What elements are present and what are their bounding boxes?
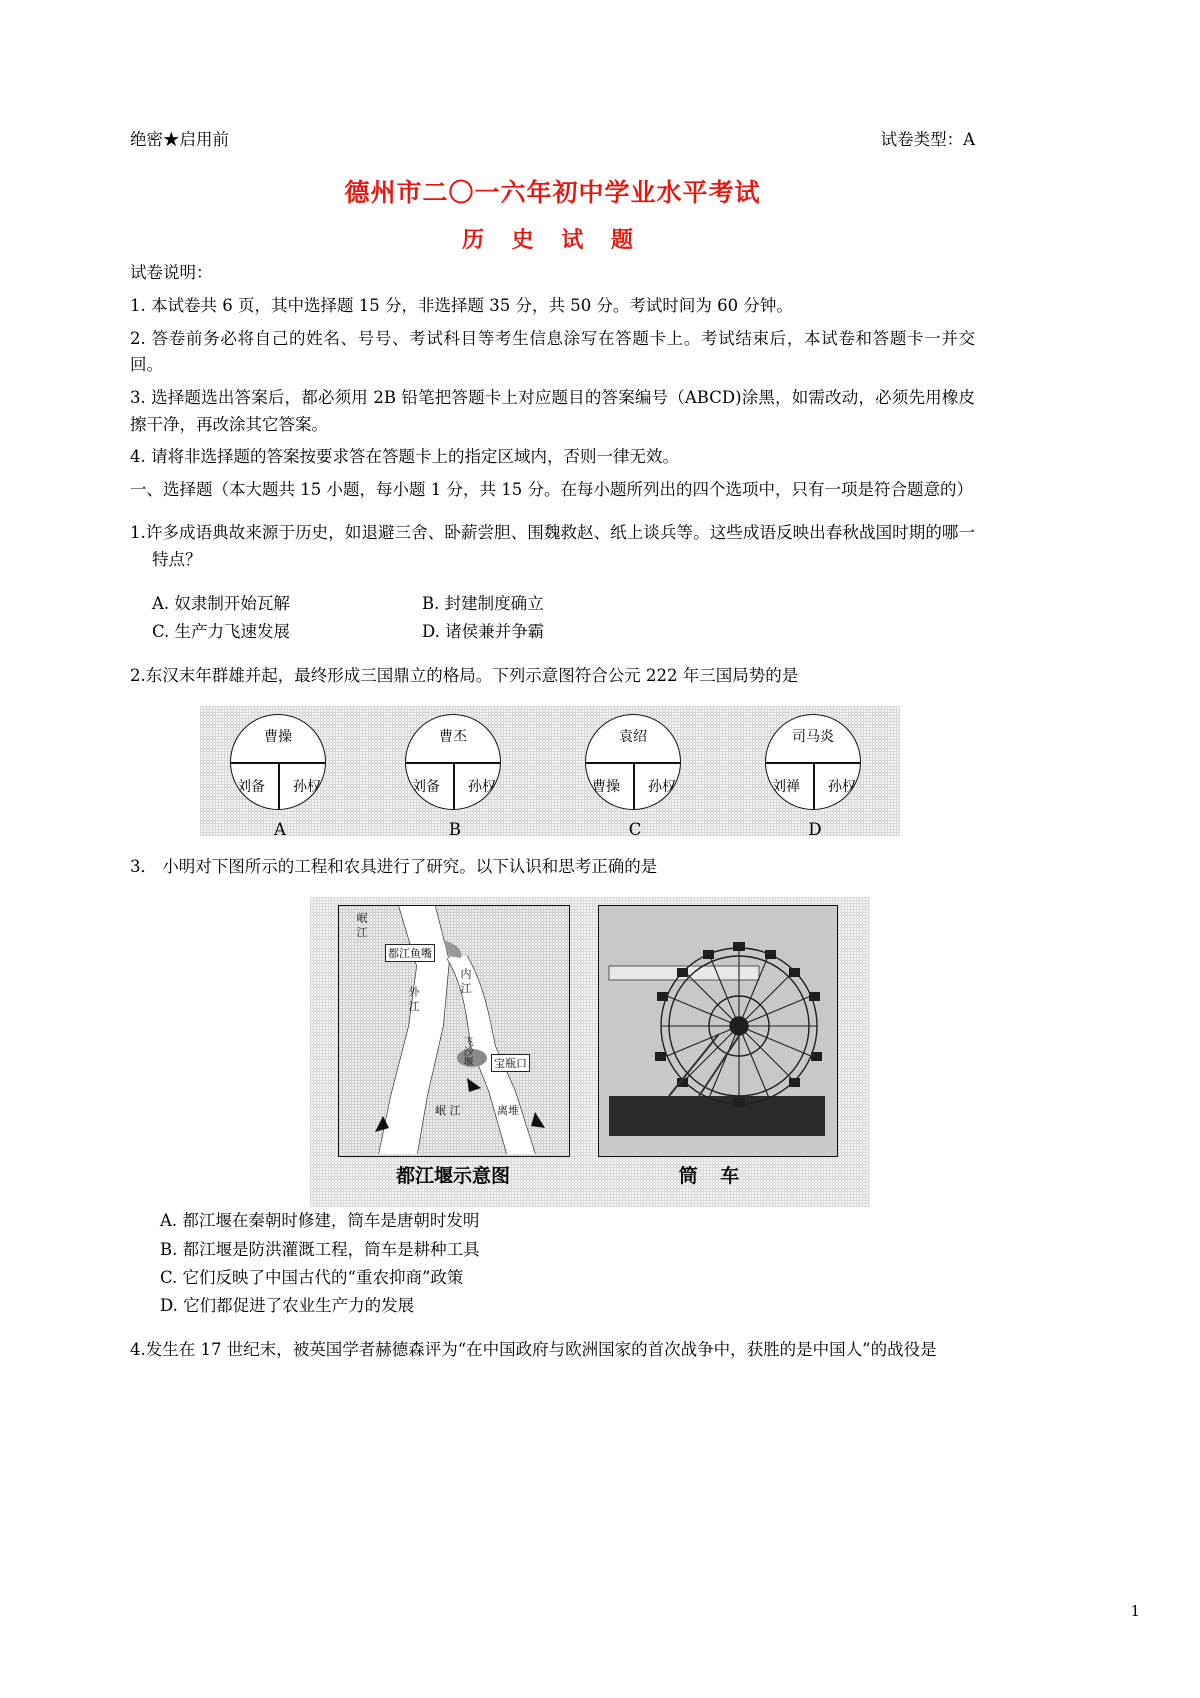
question-stem	[130, 520, 975, 573]
page-header	[130, 128, 975, 151]
pie-divider-vertical	[813, 762, 815, 809]
pie-diagram-b	[405, 714, 505, 840]
map-label-minjiang-top: 岷 江	[355, 912, 368, 938]
option-letter: C	[628, 820, 642, 840]
pie-circle	[765, 714, 861, 810]
question-options-row	[130, 590, 975, 618]
waterwheel-photo	[598, 905, 838, 1157]
pie-label-bottom-left: 刘备	[237, 779, 265, 796]
question-1	[130, 520, 975, 646]
pie-divider-vertical	[278, 762, 280, 809]
figure-caption-left: 都江堰示意图	[395, 1165, 510, 1188]
waterwheel-svg	[599, 906, 835, 1154]
map-label-lidui: 离堆	[497, 1104, 519, 1118]
pie-circle	[230, 714, 326, 810]
question-options-row	[130, 618, 975, 646]
instructions-label: 试卷说明：	[130, 263, 213, 283]
instruction-item: 3. 选择题选出答案后，都必须用 2B 铅笔把答题卡上对应题目的答案编号（ABCD)涂黑，如需改动，必须先用橡皮擦干净，再改涂其它答案。	[130, 387, 975, 434]
option-letter: A	[274, 820, 286, 840]
option-c[interactable]: C. 它们反映了中国古代的“重农抑商”政策	[160, 1268, 464, 1288]
figure-caption-right: 筒 车	[678, 1165, 748, 1188]
map-label-yuzui: 都江鱼嘴	[385, 944, 435, 962]
question-body: 发生在 17 世纪末，被英国学者赫德森评为“在中国政府与欧洲国家的首次战争中，获胜的是中国人”的战役是	[145, 1340, 937, 1360]
subject-title: 历 史 试 题	[462, 227, 643, 254]
question-number: 1.	[130, 523, 146, 543]
question-body: 东汉末年群雄并起，最终形成三国鼎立的格局。下列示意图符合公元 222 年三国局势的是	[145, 665, 799, 685]
option-c[interactable]: C. 生产力飞速发展	[152, 622, 291, 642]
pie-diagram-a	[230, 714, 330, 840]
pie-label-top: 曹操	[264, 729, 292, 746]
pie-circle	[585, 714, 681, 810]
option-d[interactable]: D. 它们都促进了农业生产力的发展	[160, 1296, 415, 1316]
pie-label-bottom-right: 孙权	[828, 779, 856, 796]
map-label-waijiang: 外 江	[407, 986, 420, 1012]
map-label-neijiang: 内 江	[459, 968, 472, 994]
option-b[interactable]: B. 都江堰是防洪灌溉工程，筒车是耕种工具	[160, 1239, 480, 1259]
pie-divider-vertical	[633, 762, 635, 809]
option-d[interactable]: D. 诸侯兼并争霸	[422, 622, 545, 642]
pie-label-bottom-right: 孙权	[648, 779, 676, 796]
pie-label-bottom-left: 刘备	[412, 779, 440, 796]
pie-circle	[405, 714, 501, 810]
option-a[interactable]: A. 都江堰在秦朝时修建，筒车是唐朝时发明	[160, 1211, 480, 1231]
option-b[interactable]: B. 封建制度确立	[422, 594, 544, 614]
pie-label-top: 司马炎	[792, 729, 834, 746]
question-body: 许多成语典故来源于历史，如退避三舍、卧薪尝胆、围魏救赵、纸上谈兵等。这些成语反映出春秋战国时期的哪一特点？	[145, 523, 975, 570]
option-a[interactable]: A. 奴隶制开始瓦解	[152, 594, 290, 614]
question-body: 小明对下图所示的工程和农具进行了研究。以下认识和思考正确的是	[162, 857, 658, 877]
option-letter: B	[448, 820, 462, 840]
instruction-item: 1. 本试卷共 6 页，其中选择题 15 分，非选择题 35 分，共 50 分。考试时间为 60 分钟。	[130, 295, 793, 315]
pie-label-bottom-left: 曹操	[592, 779, 620, 796]
section-heading-one: 一、选择题（本大题共 15 小题，每小题 1 分，共 15 分。在每小题所列出的四个选项中，只有一项是符合题意的）	[130, 480, 973, 500]
dujiangyan-and-waterwheel-figure	[310, 897, 870, 1207]
question-stem	[130, 663, 975, 690]
question-number: 3．	[130, 857, 157, 877]
page-number: 1	[1130, 1602, 1140, 1620]
option-letter: D	[808, 820, 822, 840]
page-title: 德州市二〇一六年初中学业水平考试	[344, 178, 761, 208]
question-stem	[130, 1337, 975, 1364]
pie-label-top: 曹丕	[439, 729, 467, 746]
pie-label-bottom-right: 孙权	[468, 779, 496, 796]
map-label-baopingkou: 宝瓶口	[491, 1054, 530, 1072]
question-number: 4.	[130, 1340, 146, 1360]
pie-diagram-d	[765, 714, 865, 840]
question-4	[130, 1337, 975, 1364]
pie-divider-vertical	[453, 762, 455, 809]
paper-type: 试卷类型：A	[880, 130, 975, 149]
pie-label-bottom-left: 刘禅	[772, 779, 800, 796]
page-content	[130, 128, 975, 1381]
instruction-item: 4. 请将非选择题的答案按要求答在答题卡上的指定区域内，否则一律无效。	[130, 447, 679, 467]
map-label-feishayan: 飞沙堰	[461, 1036, 472, 1067]
question-number: 2.	[130, 665, 146, 685]
pie-label-top: 袁绍	[619, 729, 647, 746]
secrecy-notice: 绝密★启用前	[130, 130, 229, 149]
question-3	[130, 854, 975, 1321]
three-kingdoms-pie-figure	[200, 706, 900, 840]
pie-label-bottom-right: 孙权	[293, 779, 321, 796]
map-label-minjiang-bottom: 岷 江	[435, 1104, 461, 1118]
question-stem	[130, 854, 975, 881]
question-2	[130, 663, 975, 840]
dujiangyan-diagram-image	[338, 905, 570, 1157]
instruction-item: 2. 答卷前务必将自己的姓名、号号、考试科目等考生信息涂写在答题卡上。考试结束后，本试卷和答题卡一并交回。	[130, 328, 975, 375]
pie-diagram-c	[585, 714, 685, 840]
